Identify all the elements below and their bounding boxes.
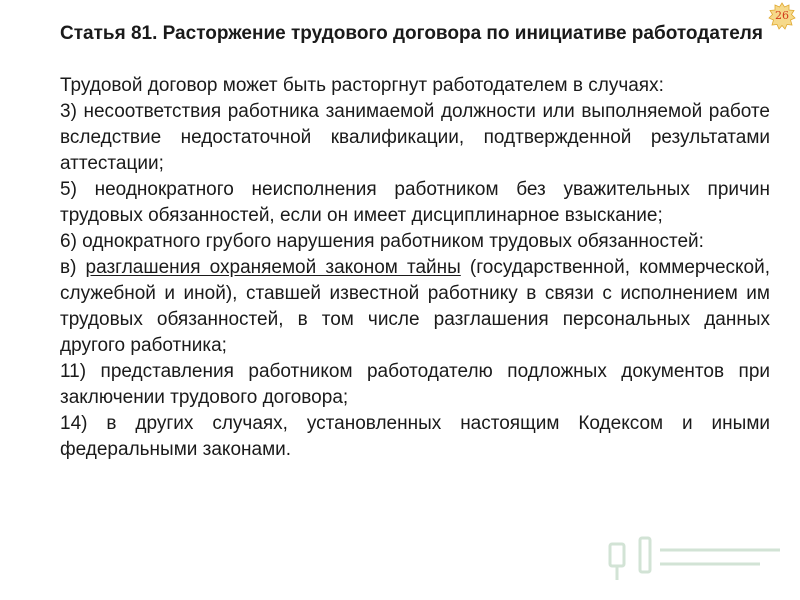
watermark-logo-icon [600,530,790,585]
list-item-v-prefix: в) [60,257,86,278]
article-body [60,21,770,463]
page-number: 26 [775,9,789,22]
article-heading: Статья 81. Расторжение трудового договора по инициативе работодателя [60,23,763,44]
list-item-5: 5) неоднократного неисполнения работником без уважительных причин трудовых обязанностей, если он имеет дисциплинарное взыскание; [60,179,770,226]
list-item-14: 14) в других случаях, установленных настоящим Кодексом и иными федеральными законами. [60,413,770,460]
list-item-6: 6) однократного грубого нарушения работником трудовых обязанностей: [60,231,704,252]
list-item-v-underlined: разглашения охраняемой законом тайны [85,257,461,278]
list-item-v-rest: (государственной, коммерческой, служебной и иной), ставшей известной работнику в связи с исполнением им трудовых обязанностей, в том числе разглашения персональных данных другого работника; [60,257,771,356]
list-item-3: 3) несоответствия работника занимаемой должности или выполняемой работе вследствие недостаточной квалификации, подтвержденной результатами аттестации; [60,101,770,174]
page-number-badge [768,2,796,30]
list-item-11: 11) представления работником работодателю подложных документов при заключении трудового договора; [60,361,770,408]
list-item-v [60,255,770,359]
intro-text: Трудовой договор может быть расторгнут работодателем в случаях: [60,75,664,96]
intro-paragraph [60,73,770,99]
